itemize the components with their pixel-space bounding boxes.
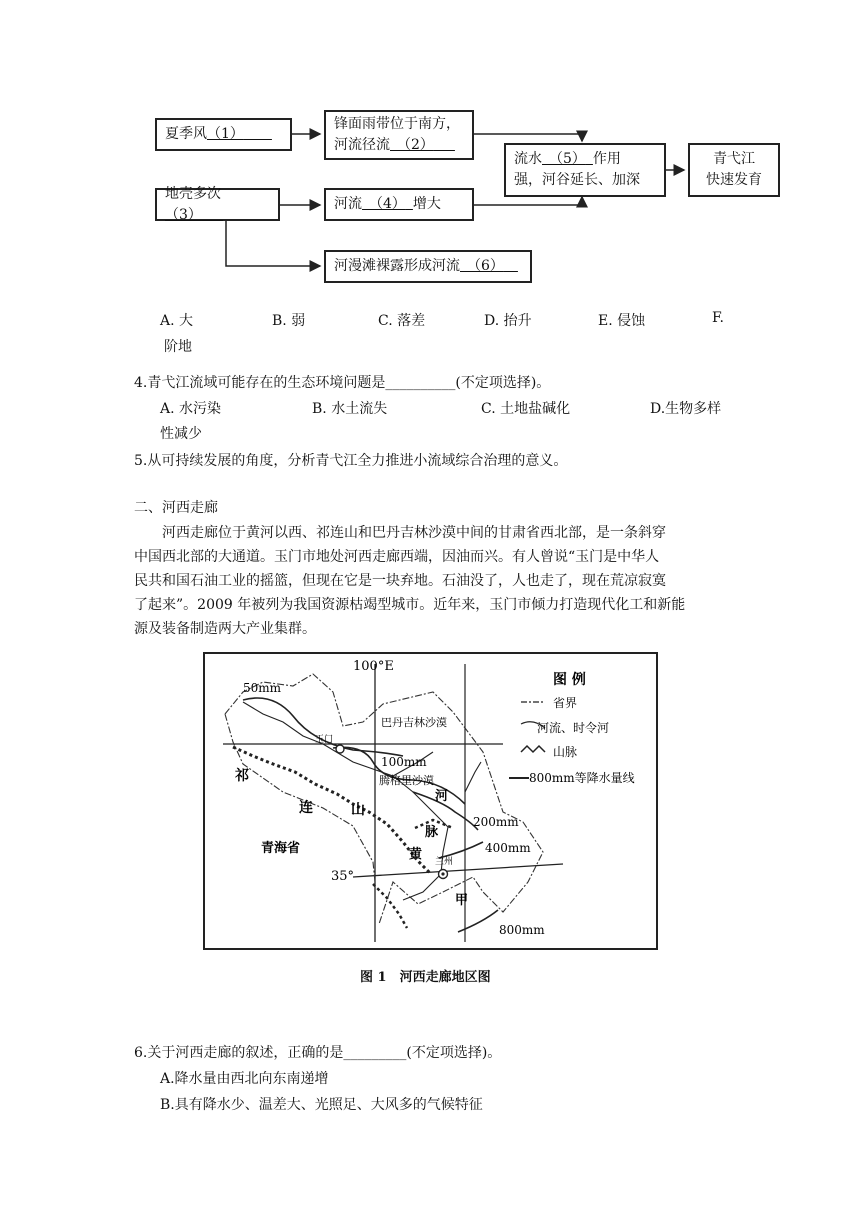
q3-option-c: C. 落差 (378, 313, 426, 329)
water-label-b: 作用 (592, 151, 621, 167)
lanzhou-label: 兰州 (435, 857, 454, 867)
q3-option-d: D. 抬升 (484, 313, 532, 329)
water-line2: 强，河谷延长、加深 (514, 172, 640, 188)
q3-option-f: F. (712, 310, 724, 326)
crust-box (155, 185, 280, 223)
front-rain-box (324, 110, 474, 160)
legend-isohyet: 800mm等降水量线 (529, 771, 635, 785)
legend-title: 图 例 (553, 672, 586, 688)
result-box (688, 143, 780, 197)
legend-mountain: 山脉 (553, 745, 578, 759)
tengger-label: 腾格里沙漠 (379, 774, 434, 787)
jia-char: 甲 (455, 893, 469, 908)
isohyet-label-400: 400mm (485, 841, 531, 855)
blank-6: （6） (467, 258, 504, 274)
section-2-paragraph (134, 521, 734, 641)
blank-3: （3） (165, 206, 202, 223)
river-box (324, 188, 474, 221)
q4-option-d-tail: 性减少 (160, 426, 202, 442)
floodplain-box (324, 250, 532, 283)
river-label: 河流 (334, 196, 362, 212)
summer-wind-box (155, 118, 292, 151)
result-line1: 青弋江 (713, 151, 755, 167)
paragraph-line: 河西走廊位于黄河以西、祁连山和巴丹吉林沙漠中间的甘肃省西北部，是一条斜穿 (162, 525, 666, 541)
huang-char: 黄 (409, 847, 423, 862)
paragraph-line: 了起来”。2009 年被列为我国资源枯竭型城市。近年来，玉门市倾力打造现代化工和新能 (134, 597, 686, 613)
blank-5: （5） (549, 151, 586, 167)
he-char: 河 (435, 789, 449, 804)
shan-char: 山 (351, 802, 365, 818)
question-6: 6.关于河西走廊的叙述，正确的是_________(不定项选择)。 (134, 1045, 502, 1061)
q4-option-d: D.生物多样 (650, 401, 722, 417)
qi-char: 祁 (235, 768, 249, 784)
lian-char: 连 (299, 800, 313, 816)
q3-option-f-tail: 阶地 (164, 339, 192, 355)
mai-char: 脉 (425, 825, 439, 840)
q4-option-b: B. 水土流失 (312, 401, 388, 417)
isohyet-label-200: 200mm (473, 815, 519, 829)
legend-boundary: 省界 (553, 696, 578, 710)
crust-label: 地壳多次 (165, 185, 221, 202)
isohyet-label-50: 50mm (243, 681, 282, 695)
yumen-marker (336, 745, 344, 753)
lat-label: 35° (331, 869, 355, 884)
water-label: 流水 (514, 151, 542, 167)
qinghai-label: 青海省 (261, 841, 301, 856)
q6-option-b: B.具有降水少、温差大、光照足、大风多的气候特征 (160, 1097, 483, 1113)
q3-option-e: E. 侵蚀 (598, 313, 646, 329)
q6-option-a: A.降水量由西北向东南递增 (160, 1071, 329, 1087)
question-4: 4.青弋江流域可能存在的生态环境问题是__________(不定项选择)。 (134, 375, 551, 391)
result-line2: 快速发育 (706, 172, 762, 188)
blank-2: （2） (397, 137, 434, 153)
q4-option-c: C. 土地盐碱化 (481, 401, 571, 417)
map-frame (204, 653, 657, 949)
isohyet-label-800: 800mm (499, 923, 545, 937)
front-rain-line2: 河流径流 (334, 137, 390, 153)
blank-4: （4） (369, 196, 406, 212)
water-erosion-box (504, 143, 666, 197)
paragraph-line: 源及装备制造两大产业集群。 (134, 621, 316, 637)
floodplain-label: 河漫滩裸露形成河流 (334, 258, 460, 274)
q3-option-a: A. 大 (160, 313, 194, 329)
paragraph-line: 民共和国石油工业的摇篮，但现在它是一块弃地。石油没了，人也走了，现在荒凉寂寞 (134, 573, 666, 589)
hexi-corridor-map (203, 652, 658, 950)
blank-1: （1） (207, 126, 244, 142)
yumen-label: 玉门 (315, 735, 334, 745)
map-caption: 图 1 河西走廊地区图 (360, 970, 491, 985)
front-rain-line1: 锋面雨带位于南方， (334, 116, 460, 132)
question-5: 5.从可持续发展的角度，分析青弋江全力推进小流域综合治理的意义。 (134, 453, 568, 469)
q4-option-a: A. 水污染 (160, 401, 222, 417)
lon-label: 100°E (353, 659, 394, 674)
section-2-title: 二、河西走廊 (134, 500, 218, 516)
summer-wind-label: 夏季风 (165, 126, 207, 142)
q3-option-b: B. 弱 (272, 313, 306, 329)
legend-river: 河流、时令河 (537, 721, 610, 735)
isohyet-label-100: 100mm (381, 755, 427, 769)
river-label-b: 增大 (412, 196, 441, 212)
badain-jaran-label: 巴丹吉林沙漠 (381, 716, 447, 729)
paragraph-line: 中国西北部的大通道。玉门市地处河西走廊西端，因油而兴。有人曾说“玉门是中华人 (134, 549, 660, 565)
